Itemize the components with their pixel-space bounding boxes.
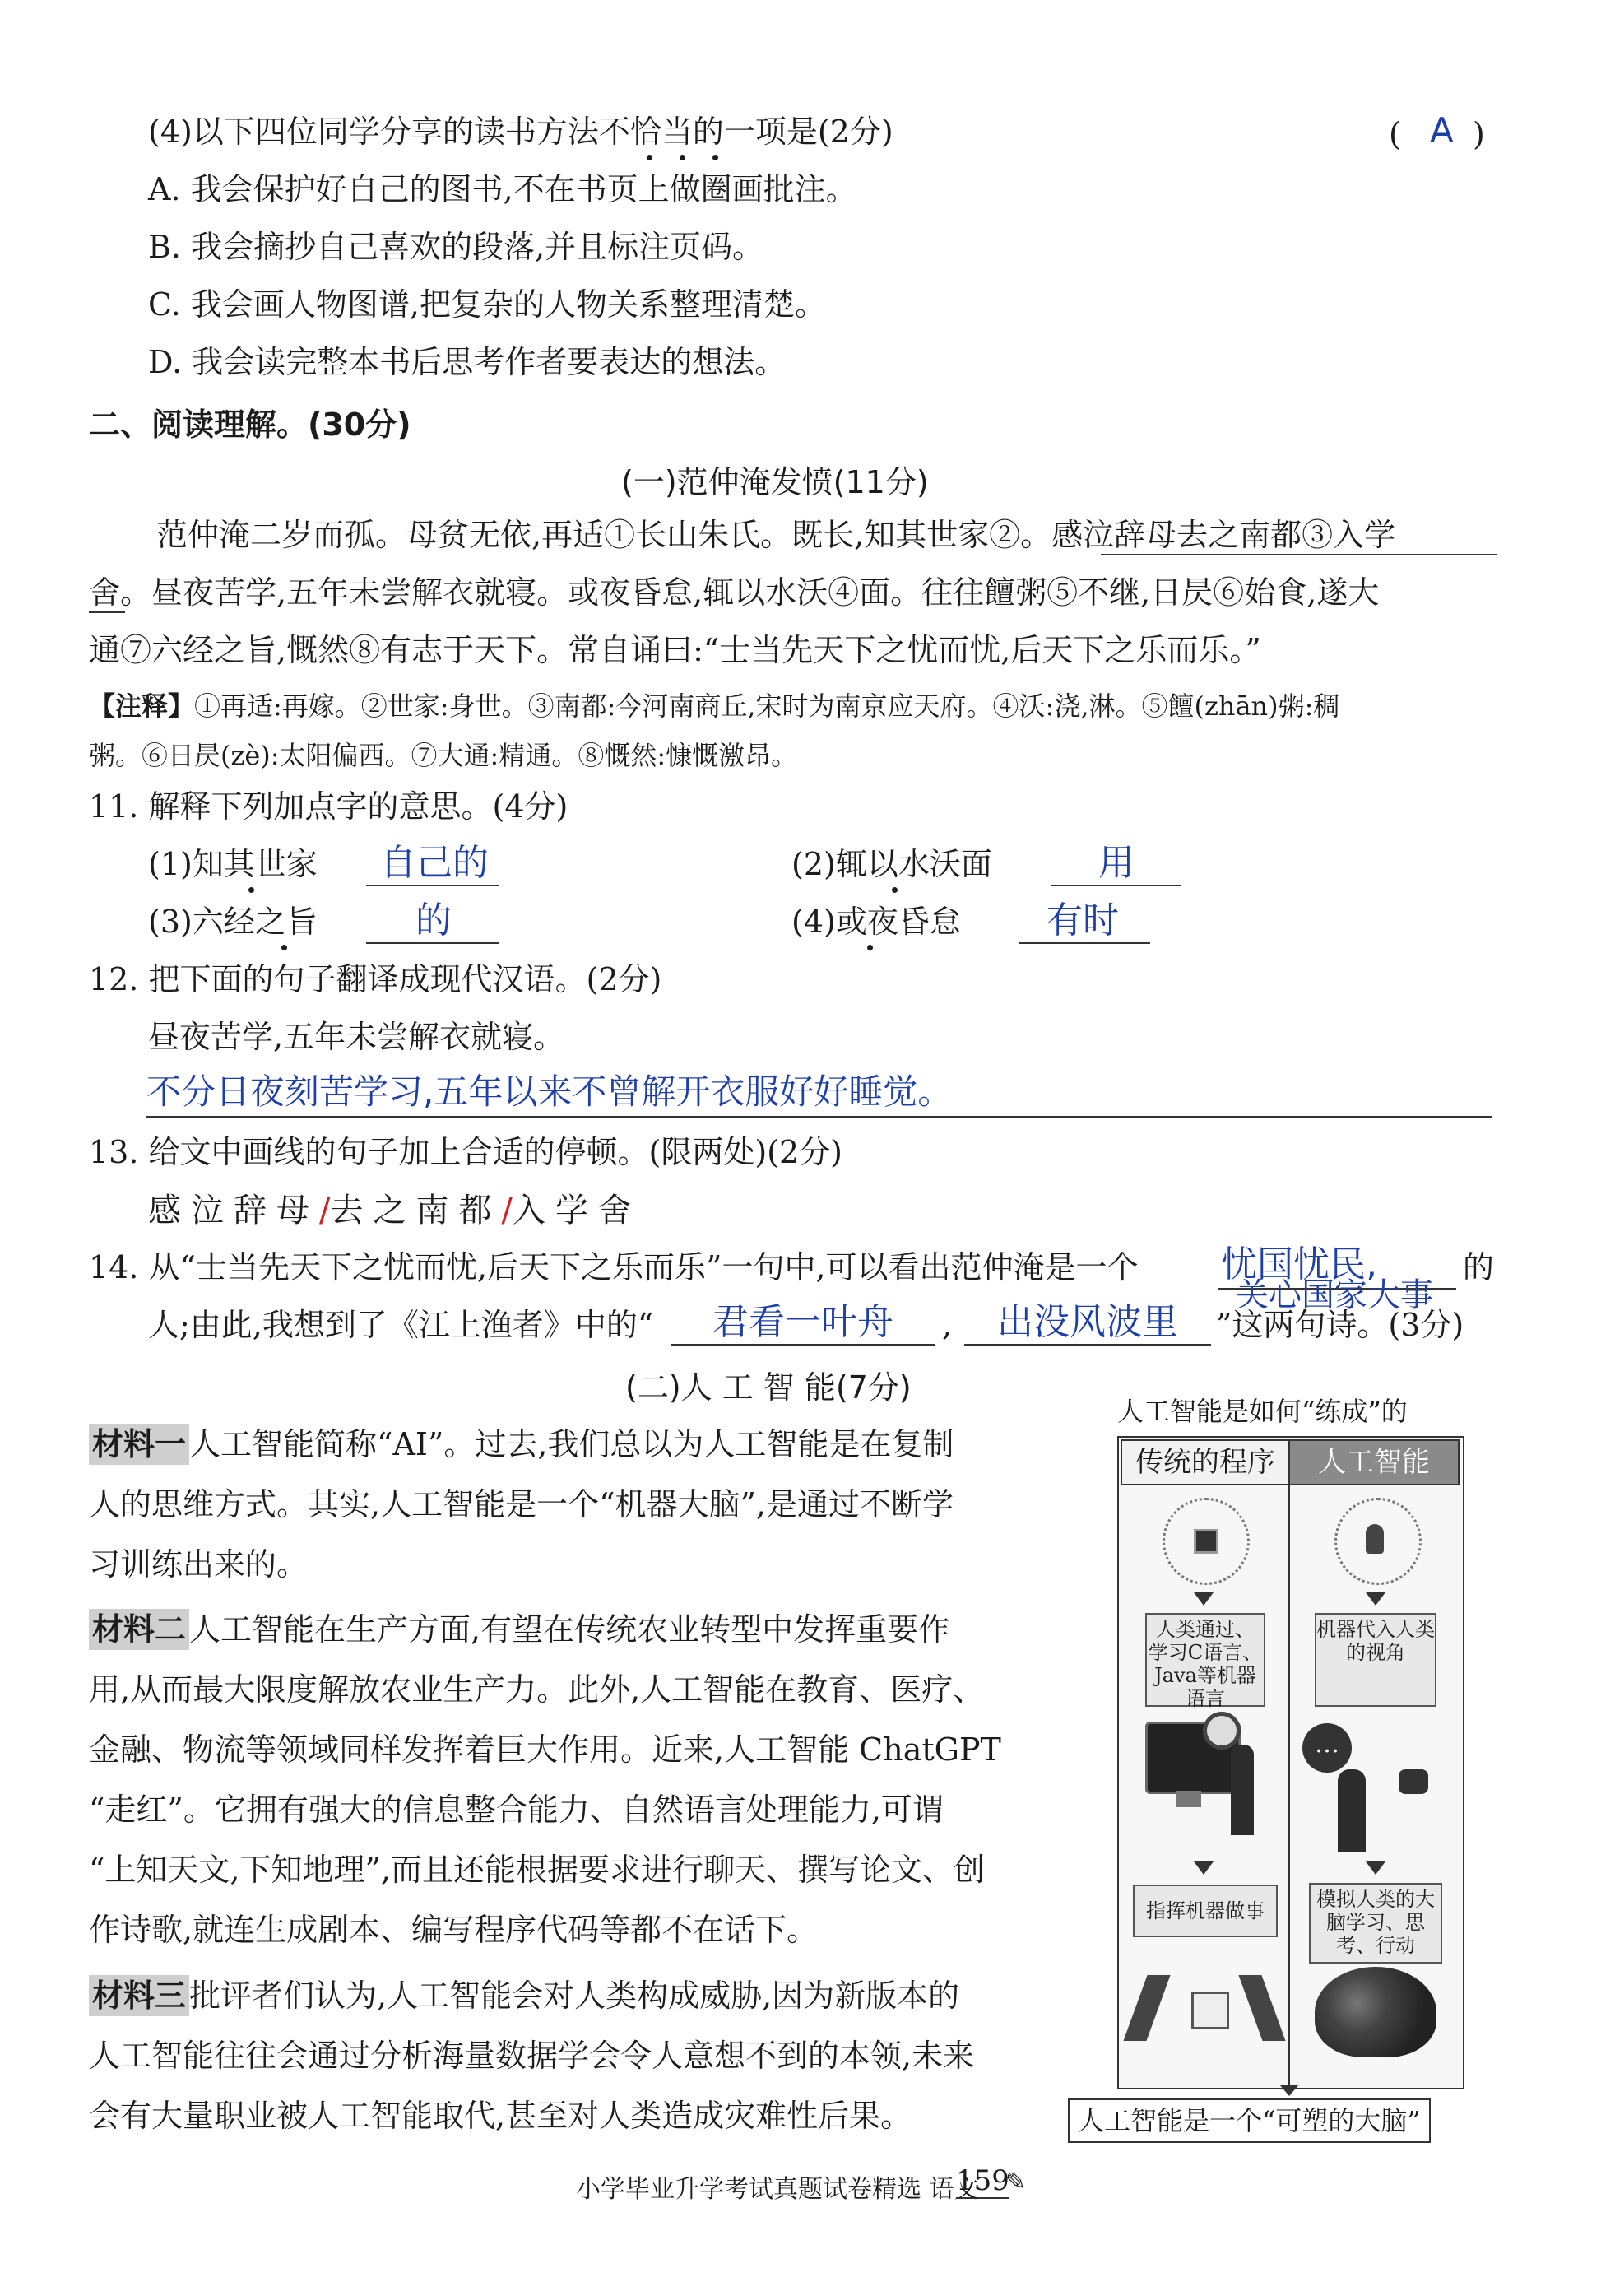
q14-answer-2: 君看一叶舟 <box>712 1301 893 1343</box>
q13-char: 入 <box>512 1192 555 1229</box>
passage-line-1: 范仲淹二岁而孤。母贫无依,再适①长山朱氏。既长,知其世家②。感泣辞母去之南都③入学 <box>156 517 1396 553</box>
figure-divider <box>1288 1484 1290 2085</box>
figure-box-1a: 人类通过、学习C语言、Java等机器语言 <box>1145 1613 1265 1707</box>
person-icon <box>1338 1769 1366 1852</box>
q4-option-c: C. 我会画人物图谱,把复杂的人物关系整理清楚。 <box>148 286 826 323</box>
material2-line-1 <box>89 1609 949 1650</box>
q4-stem: (4)以下四位同学分享的读书方法不恰当的一项是(2分) <box>148 114 893 150</box>
arrow-down-icon <box>1194 1861 1214 1875</box>
q12-stem: 12. 把下面的句子翻译成现代汉语。(2分) <box>89 961 662 997</box>
q13-stem: 13. 给文中画线的句子加上合适的停顿。(限两处)(2分) <box>89 1134 842 1170</box>
material3-line-3: 会有大量职业被人工智能取代,甚至对人类造成灾难性后果。 <box>89 2098 912 2134</box>
stand-icon <box>1176 1791 1201 1807</box>
magnifier-icon <box>1203 1712 1241 1750</box>
pencil-icon: ✎ <box>1005 2168 1027 2196</box>
figure-caption: 人工智能是一个“可塑的大脑” <box>1068 2098 1431 2143</box>
q11-answer-1: 自己的 <box>380 842 489 884</box>
q14-line1-end: 的 <box>1463 1249 1495 1285</box>
q4-option-d: D. 我会读完整本书后思考作者要表达的想法。 <box>148 344 787 380</box>
q13-char: 南 <box>415 1192 459 1229</box>
q11-item-1: (1)知其世家 <box>148 846 318 882</box>
figure-speech-bubble: … <box>1302 1723 1352 1773</box>
page-number: 159 <box>956 2164 1009 2197</box>
q4-paren-close: ) <box>1473 116 1485 152</box>
q11-item-3: (3)六经之旨 <box>148 904 318 940</box>
material2-line-5: “上知天文,下知地理”,而且还能根据要求进行聊天、撰写论文、创 <box>89 1852 986 1888</box>
material2-label: 材料二 <box>89 1609 189 1650</box>
material1-label: 材料一 <box>89 1424 189 1465</box>
passage-line-3: 通⑦六经之旨,慨然⑧有志于天下。常自诵曰:“士当先天下之忧而忧,后天下之乐而乐。” <box>89 632 1261 668</box>
q14-line2-end: ”这两句诗。(3分) <box>1216 1307 1464 1343</box>
material2-line-2: 用,从而最大限度解放农业生产力。此外,人工智能在教育、医疗、 <box>89 1671 985 1708</box>
q13-char: 母 <box>276 1192 319 1229</box>
material2-line-4: “走红”。它拥有强大的信息整合能力、自然语言处理能力,可谓 <box>89 1792 944 1828</box>
material1-text: 人工智能简称“AI”。过去,我们总以为人工智能是在复制 <box>189 1426 954 1462</box>
figure-pointer-icon <box>1279 2085 1299 2096</box>
material2-line-6: 作诗歌,就连生成剧本、编写程序代码等都不在话下。 <box>89 1912 819 1948</box>
q13-char: 舍 <box>597 1192 641 1229</box>
q11-answer-3: 的 <box>415 899 452 941</box>
q12-sentence: 昼夜苦学,五年未尝解衣就寝。 <box>148 1019 565 1055</box>
emphasis-dot <box>281 945 287 950</box>
q4-paren-open: ( <box>1389 116 1401 152</box>
machine-icon <box>1191 1992 1229 2029</box>
material1-line-1 <box>89 1424 954 1465</box>
q4-option-a: A. 我会保护好自己的图书,不在书页上做圈画批注。 <box>148 171 857 207</box>
material3-line-1 <box>89 1975 959 2016</box>
q13-char: 感 <box>148 1192 191 1229</box>
figure-box-1b: 指挥机器做事 <box>1133 1885 1278 1937</box>
emphasis-dot <box>867 945 873 950</box>
notes-label: 【注释】 <box>89 690 195 722</box>
arrow-down-icon <box>1366 1592 1385 1606</box>
chip-icon <box>1194 1529 1218 1554</box>
figure-box-2b: 模拟人类的大脑学习、思考、行动 <box>1309 1883 1442 1964</box>
material1-line-2: 人的思维方式。其实,人工智能是一个“机器大脑”,是通过不断学 <box>89 1486 954 1522</box>
section-title: 二、阅读理解。(30分) <box>89 407 411 443</box>
q14-comma: , <box>942 1307 953 1343</box>
passage1-title: (一)范仲淹发愤(11分) <box>621 464 929 500</box>
q13-char: 之 <box>373 1192 416 1229</box>
q4-answer: A <box>1430 110 1454 151</box>
person-icon <box>1231 1745 1254 1835</box>
q11-item-4: (4)或夜昏怠 <box>791 904 961 940</box>
q11-stem: 11. 解释下列加点字的意思。(4分) <box>89 788 568 825</box>
notes-line-1 <box>89 687 1339 725</box>
emphasis-dot <box>712 155 718 160</box>
passage2-title: (二)人 工 智 能(7分) <box>625 1369 912 1406</box>
material3-label: 材料三 <box>89 1975 189 2016</box>
notes-text: ①再适:再嫁。②世家:身世。③南都:今河南商丘,宋时为南京应天府。④沃:浇,淋。⑤饘(zhān)粥:稠 <box>194 690 1340 722</box>
material1-line-3: 习训练出来的。 <box>89 1546 309 1583</box>
robot-head-icon <box>1399 1769 1428 1794</box>
emphasis-dot <box>647 155 652 160</box>
material3-text: 批评者们认为,人工智能会对人类构成威胁,因为新版本的 <box>189 1978 960 2014</box>
emphasis-dot <box>892 887 898 893</box>
passage-line-2: 舍。昼夜苦学,五年未尝解衣就寝。或夜昏怠,辄以水沃④面。往往饘粥⑤不继,日昃⑥始食,遂大 <box>89 574 1380 611</box>
q13-char: 都 <box>458 1192 502 1229</box>
q13-sentence <box>148 1189 641 1232</box>
arrow-down-icon <box>1194 1592 1214 1606</box>
person-silhouette-icon <box>1366 1524 1384 1554</box>
arrow-down-icon <box>1366 1861 1385 1875</box>
q14-line1: 14. 从“士当先天下之忧而忧,后天下之乐而乐”一句中,可以看出范仲淹是一个 <box>89 1249 1139 1285</box>
q12-answer: 不分日夜刻苦学习,五年以来不曾解开衣服好好睡觉。 <box>146 1071 953 1112</box>
figure-col1-header: 传统的程序 <box>1121 1439 1290 1485</box>
notes-line-2: 粥。⑥日昃(zè):太阳偏西。⑦大通:精通。⑧慨然:慷慨激昂。 <box>89 740 798 771</box>
emphasis-dot <box>680 155 685 160</box>
pause-mark: / <box>501 1192 513 1229</box>
q14-answer-3: 出没风波里 <box>997 1301 1178 1343</box>
sentence-underline <box>1101 554 1497 555</box>
q11-answer-2: 用 <box>1098 842 1135 884</box>
q13-char: 泣 <box>191 1192 234 1229</box>
q11-answer-4: 有时 <box>1047 899 1119 941</box>
pause-mark: / <box>319 1192 331 1229</box>
material3-line-2: 人工智能往往会通过分析海量数据学会令人意想不到的本领,未来 <box>89 2038 975 2074</box>
sentence-underline <box>89 611 125 613</box>
q13-char: 辞 <box>234 1192 276 1229</box>
q14-answer-4: 关心国家大事 <box>1236 1276 1433 1314</box>
q11-item-2: (2)辄以水沃面 <box>791 846 992 882</box>
q14-answer-1: 忧国忧民, <box>1221 1243 1377 1285</box>
figure-title: 人工智能是如何“练成”的 <box>1117 1396 1408 1427</box>
material2-text: 人工智能在生产方面,有望在传统农业转型中发挥重要作 <box>189 1611 950 1648</box>
q13-char: 学 <box>555 1192 598 1229</box>
footer-text: 小学毕业升学考试真题试卷精选 语文 <box>576 2175 979 2204</box>
q13-char: 去 <box>330 1192 374 1229</box>
figure-box-2a: 机器代入人类的视角 <box>1315 1613 1436 1707</box>
q14-line2: 人;由此,我想到了《江上渔者》中的“ <box>148 1307 654 1343</box>
emphasis-dot <box>248 887 254 893</box>
material2-line-3: 金融、物流等领域同样发挥着巨大作用。近来,人工智能 ChatGPT <box>89 1731 1001 1768</box>
q4-option-b: B. 我会摘抄自己喜欢的段落,并且标注页码。 <box>148 229 764 265</box>
figure-col2-header: 人工智能 <box>1288 1439 1460 1485</box>
q12-answer-line <box>146 1116 1492 1118</box>
gears-brain-icon <box>1315 1967 1436 2057</box>
